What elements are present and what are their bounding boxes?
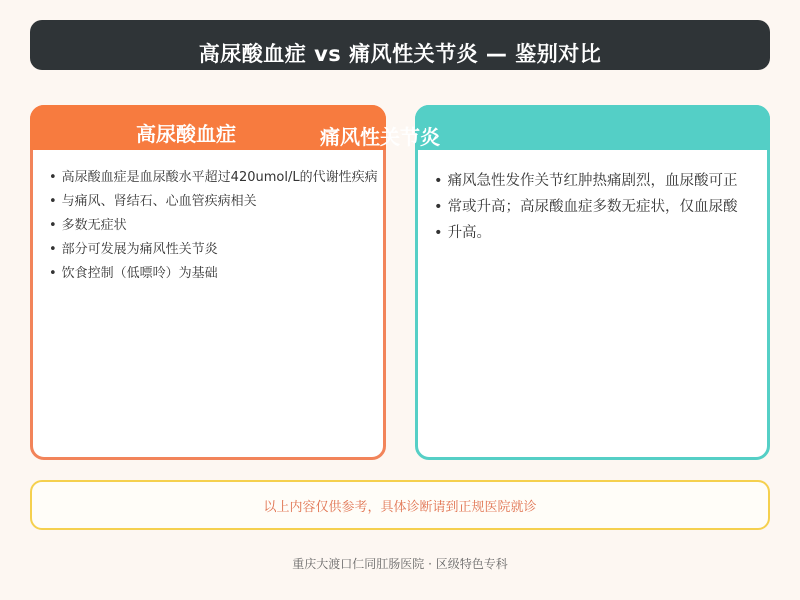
gout-card [415,105,770,460]
list-item: • 部分可发展为痛风性关节炎 [49,242,218,257]
hyperuricemia-list [49,166,379,286]
title-bar [30,20,770,70]
list-item: • 高尿酸血症是血尿酸水平超过420umol/L的代谢性疾病 [49,170,378,185]
hyperuricemia-card-title: 高尿酸血症 [136,122,236,146]
disclaimer-text: 以上内容仅供参考，具体诊断请到正规医院就诊 [263,499,537,515]
gout-list [434,168,765,246]
list-item: • 常或升高；高尿酸血症多数无症状，仅血尿酸 [434,199,738,215]
bullet: • [49,194,57,209]
bullet: • [49,170,57,185]
disclaimer-box [30,480,770,530]
bullet: • [49,218,57,233]
list-item: • 多数无症状 [49,218,127,233]
bullet: • [49,242,57,257]
bullet: • [434,173,443,189]
bullet: • [434,199,443,215]
bullet: • [434,225,443,241]
gout-card-title: 痛风性关节炎 [320,125,440,149]
list-item: • 升高。 [434,225,492,241]
gout-card-header [415,105,770,150]
page-title: 高尿酸血症 vs 痛风性关节炎 — 鉴别对比 [198,42,602,66]
list-item: • 与痛风、肾结石、心血管疾病相关 [49,194,257,209]
list-item: • 痛风急性发作关节红肿热痛剧烈，血尿酸可正 [434,173,738,189]
bullet: • [49,266,57,281]
hyperuricemia-card [30,105,440,460]
list-item: • 饮食控制（低嘌呤）为基础 [49,266,218,281]
footer-text: 重庆大渡口仁同肛肠医院 · 区级特色专科 [292,557,508,571]
